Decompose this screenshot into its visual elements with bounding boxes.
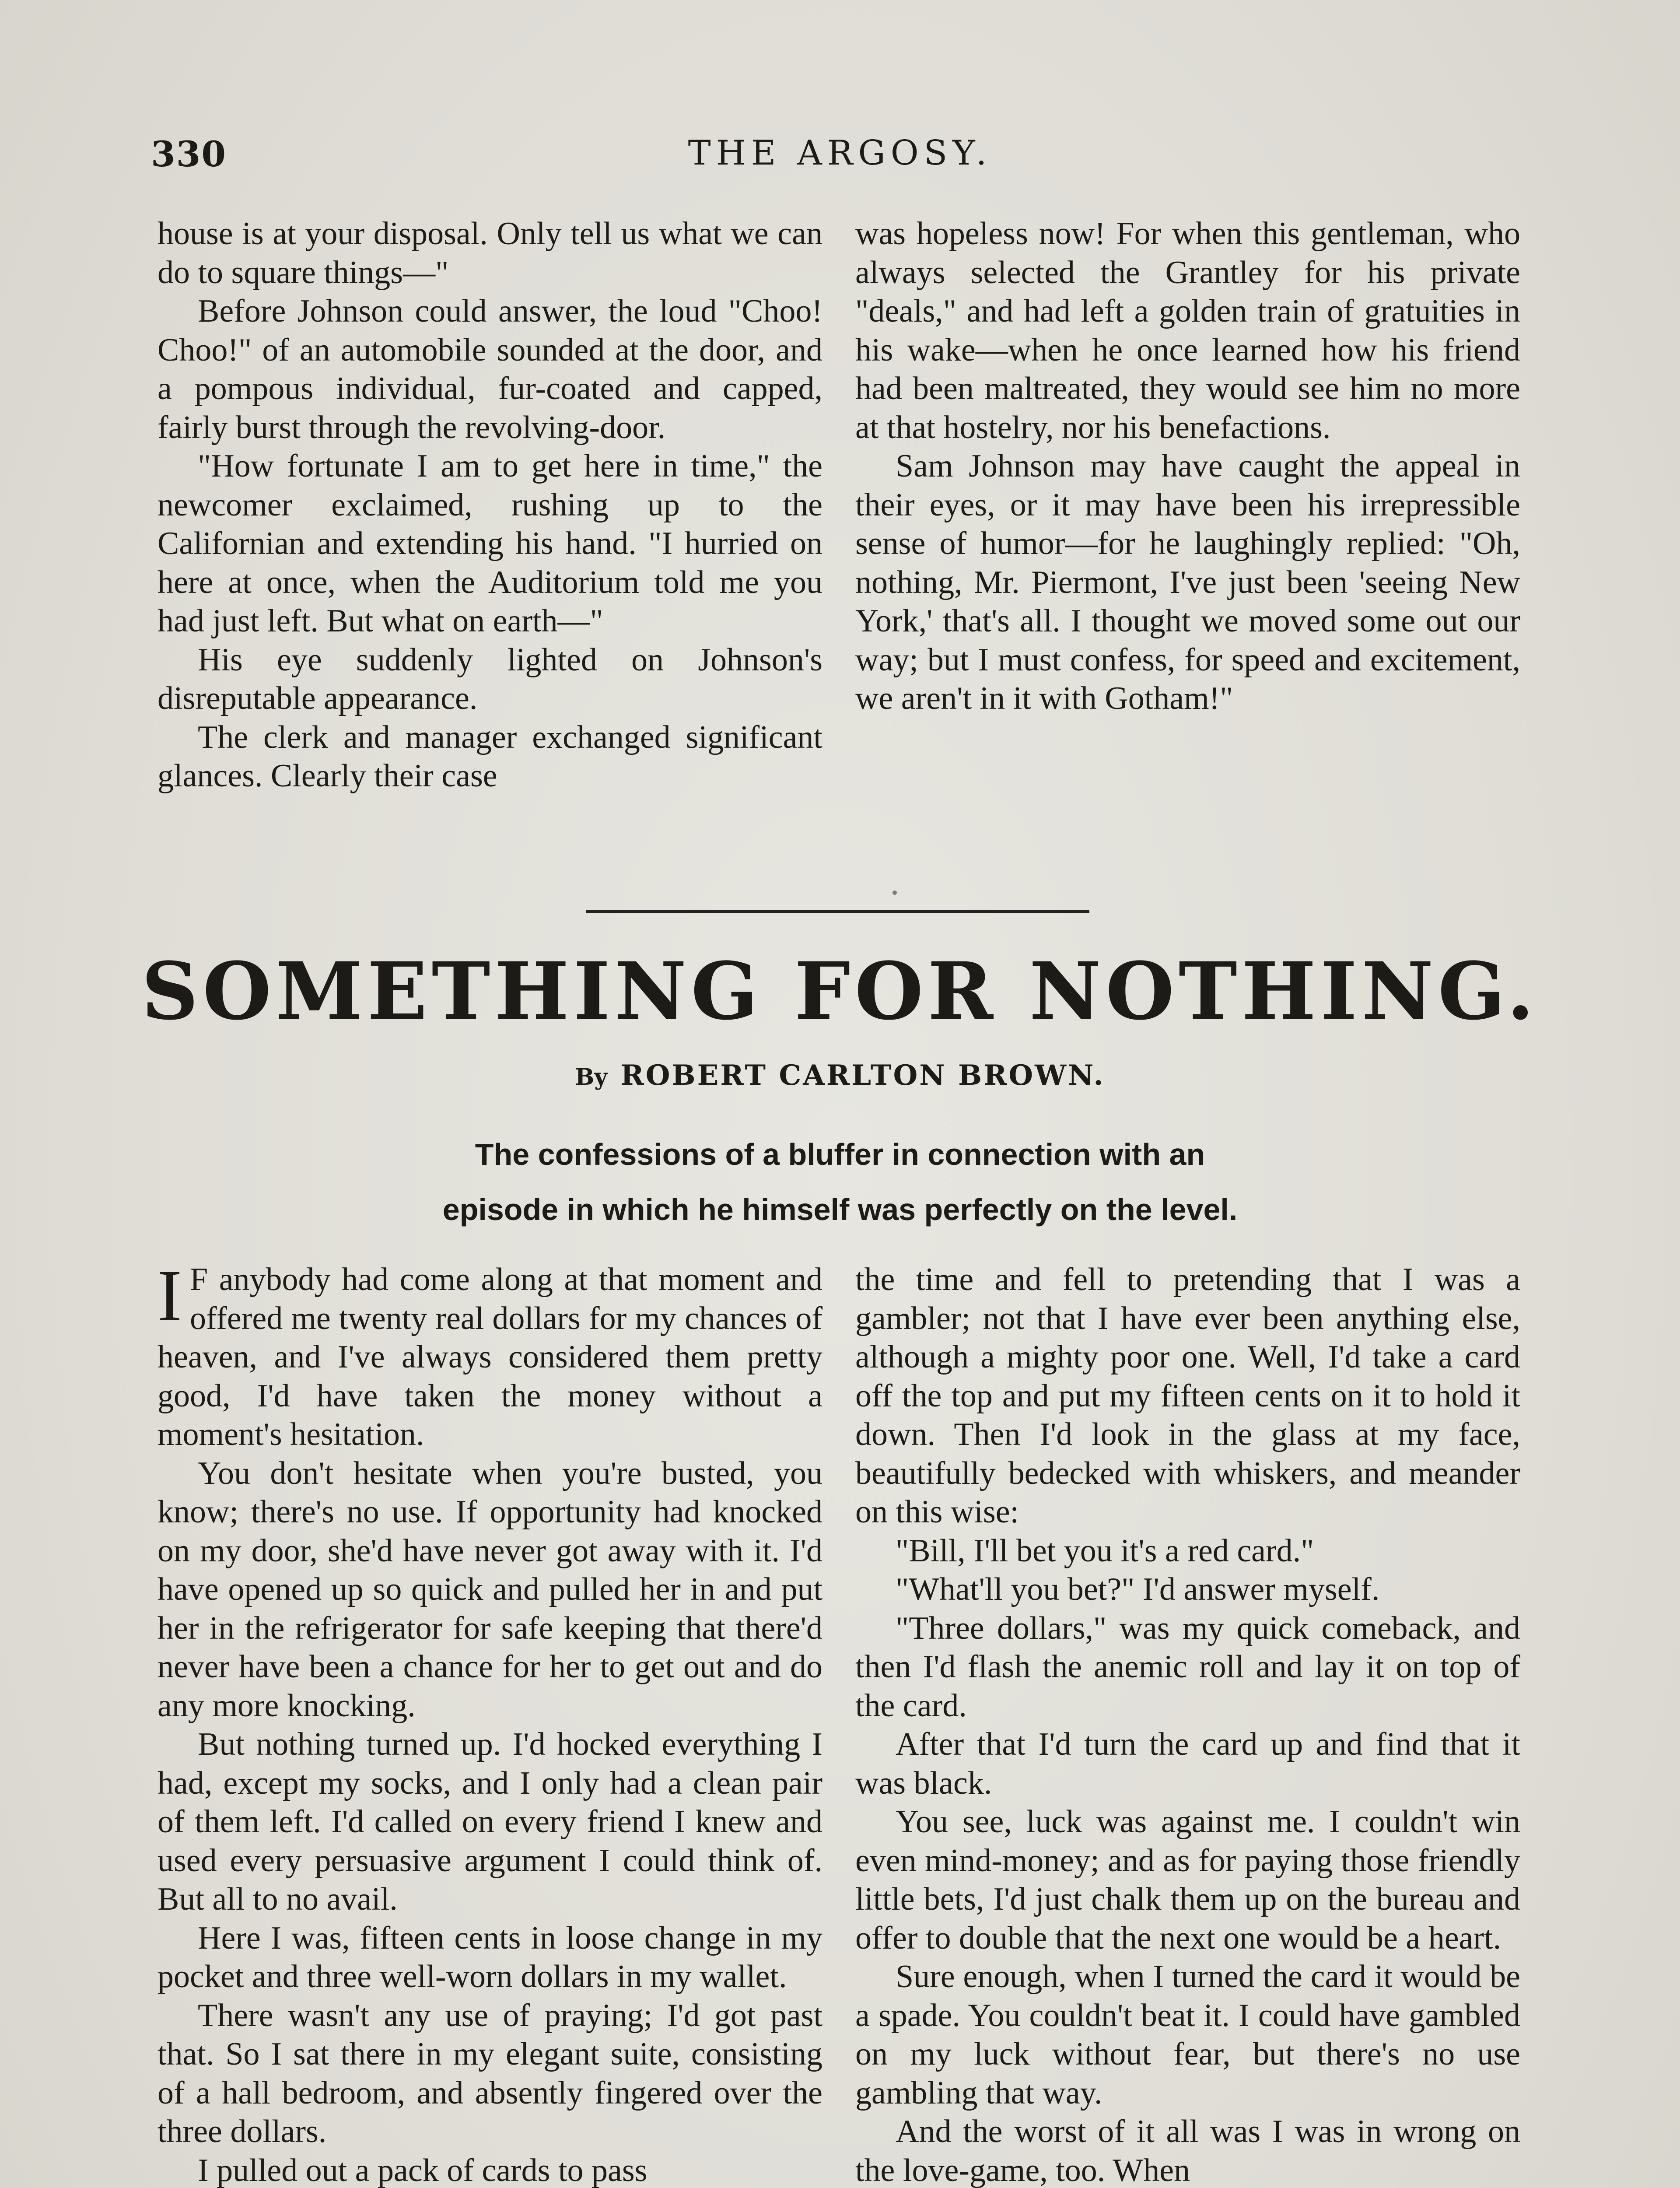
paragraph: Before Johnson could answer, the loud "Choo! Choo!" of an automobile sounded at the door, and a pompous individual, fur-coated and capped, fairly burst through the revolving-door. <box>158 293 822 445</box>
prev-story-left-column <box>158 214 822 796</box>
paragraph: After that I'd turn the card up and find that it was black. <box>855 1726 1520 1801</box>
paragraph: And the worst of it all was I was in wrong on the love-game, too. When <box>855 2114 1520 2188</box>
opening-text: F anybody had come along at that moment and offered me twenty real dollars for my chances of heaven, and I've always considered them pretty good, I'd have taken the money without a moment's hesitation. <box>158 1262 822 1452</box>
story-title: SOMETHING FOR NOTHING. <box>141 945 1539 1038</box>
paragraph: You don't hesitate when you're busted, you know; there's no use. If opportunity had knocked on my door, she'd have never got away with it. I'd have opened up so quick and pulled her in and put her in the refrigerator for safe keeping that there'd never have been a chance for her to get out and do any more knocking. <box>158 1455 822 1724</box>
paragraph: the time and fell to pretending that I was a gambler; not that I have ever been anything else, although a mighty poor one. Well, I'd take a card off the top and put my fifteen cents on it to hold it down. Then I'd look in the glass at my face, beautifully bedecked with whiskers, and meander on this wise: <box>855 1262 1520 1530</box>
paragraph: house is at your disposal. Only tell us what we can do to square things—" <box>158 216 822 291</box>
paragraph: "What'll you bet?" I'd answer myself. <box>896 1571 1380 1607</box>
section-divider <box>586 910 1089 913</box>
story-right-column <box>855 1260 1520 2188</box>
paragraph: "How fortunate I am to get here in time," the newcomer exclaimed, rushing up to the Californian and extending his hand. "I hurried on here at once, when the Auditorium told me you had just left. But what on earth—" <box>158 448 822 639</box>
paragraph: I pulled out a pack of cards to pass <box>198 2152 648 2188</box>
paragraph: But nothing turned up. I'd hocked everything I had, except my socks, and I only had a clean pair of them left. I'd called on every friend I knew and used every persuasive argument I could think of. But all to no avail. <box>158 1726 822 1917</box>
story-subtitle: The confessions of a bluffer in connection with an episode in which he himself was perfectly on the level. <box>442 1137 1238 1227</box>
running-head: THE ARGOSY. <box>688 133 992 173</box>
paragraph: Sam Johnson may have caught the appeal in their eyes, or it may have been his irrepressible sense of humor—for he laughingly replied: "Oh, nothing, Mr. Piermont, I've just been 'seeing New York,' that's all. I thought we moved some out our way; but I must confess, for speed and excitement, we aren't in it with Gotham!" <box>855 448 1520 716</box>
paragraph: Sure enough, when I turned the card it would be a spade. You couldn't beat it. I could have gambled on my luck without fear, but there's no use gambling that way. <box>855 1959 1520 2111</box>
paragraph: Here I was, fifteen cents in loose change in my pocket and three well-worn dollars in my wallet. <box>158 1920 822 1995</box>
opening-paragraph <box>158 1255 822 1454</box>
paragraph: "Three dollars," was my quick comeback, and then I'd flash the anemic roll and lay it on top of the card. <box>855 1610 1520 1724</box>
paragraph: "Bill, I'll bet you it's a red card." <box>896 1532 1314 1569</box>
story-left-column <box>158 1255 822 2188</box>
byline <box>0 1059 1680 1092</box>
paragraph: The clerk and manager exchanged significant glances. Clearly their case <box>158 719 822 794</box>
page-header <box>0 133 1680 177</box>
drop-cap: I <box>158 1255 182 1336</box>
paragraph: You see, luck was against me. I couldn't win even mind-money; and as for paying those friendly little bets, I'd just chalk them up on the bureau and offer to double that the next one would be a heart. <box>855 1804 1520 1956</box>
ink-speck <box>892 891 897 895</box>
paragraph: There wasn't any use of praying; I'd got past that. So I sat there in my elegant suite, consisting of a hall bedroom, and absently fingered over the three dollars. <box>158 1997 822 2149</box>
byline-by: By <box>575 1064 608 1090</box>
author-name: ROBERT CARLTON BROWN. <box>620 1059 1105 1092</box>
paragraph: was hopeless now! For when this gentleman, who always selected the Grantley for his private "deals," and had left a golden train of gratuities in his wake—when he once learned how his friend had been maltreated, they would see him no more at that hostelry, nor his benefactions. <box>855 216 1520 445</box>
paragraph: His eye suddenly lighted on Johnson's disreputable appearance. <box>158 642 822 716</box>
page-number: 330 <box>151 133 227 175</box>
prev-story-right-column <box>855 214 1520 718</box>
